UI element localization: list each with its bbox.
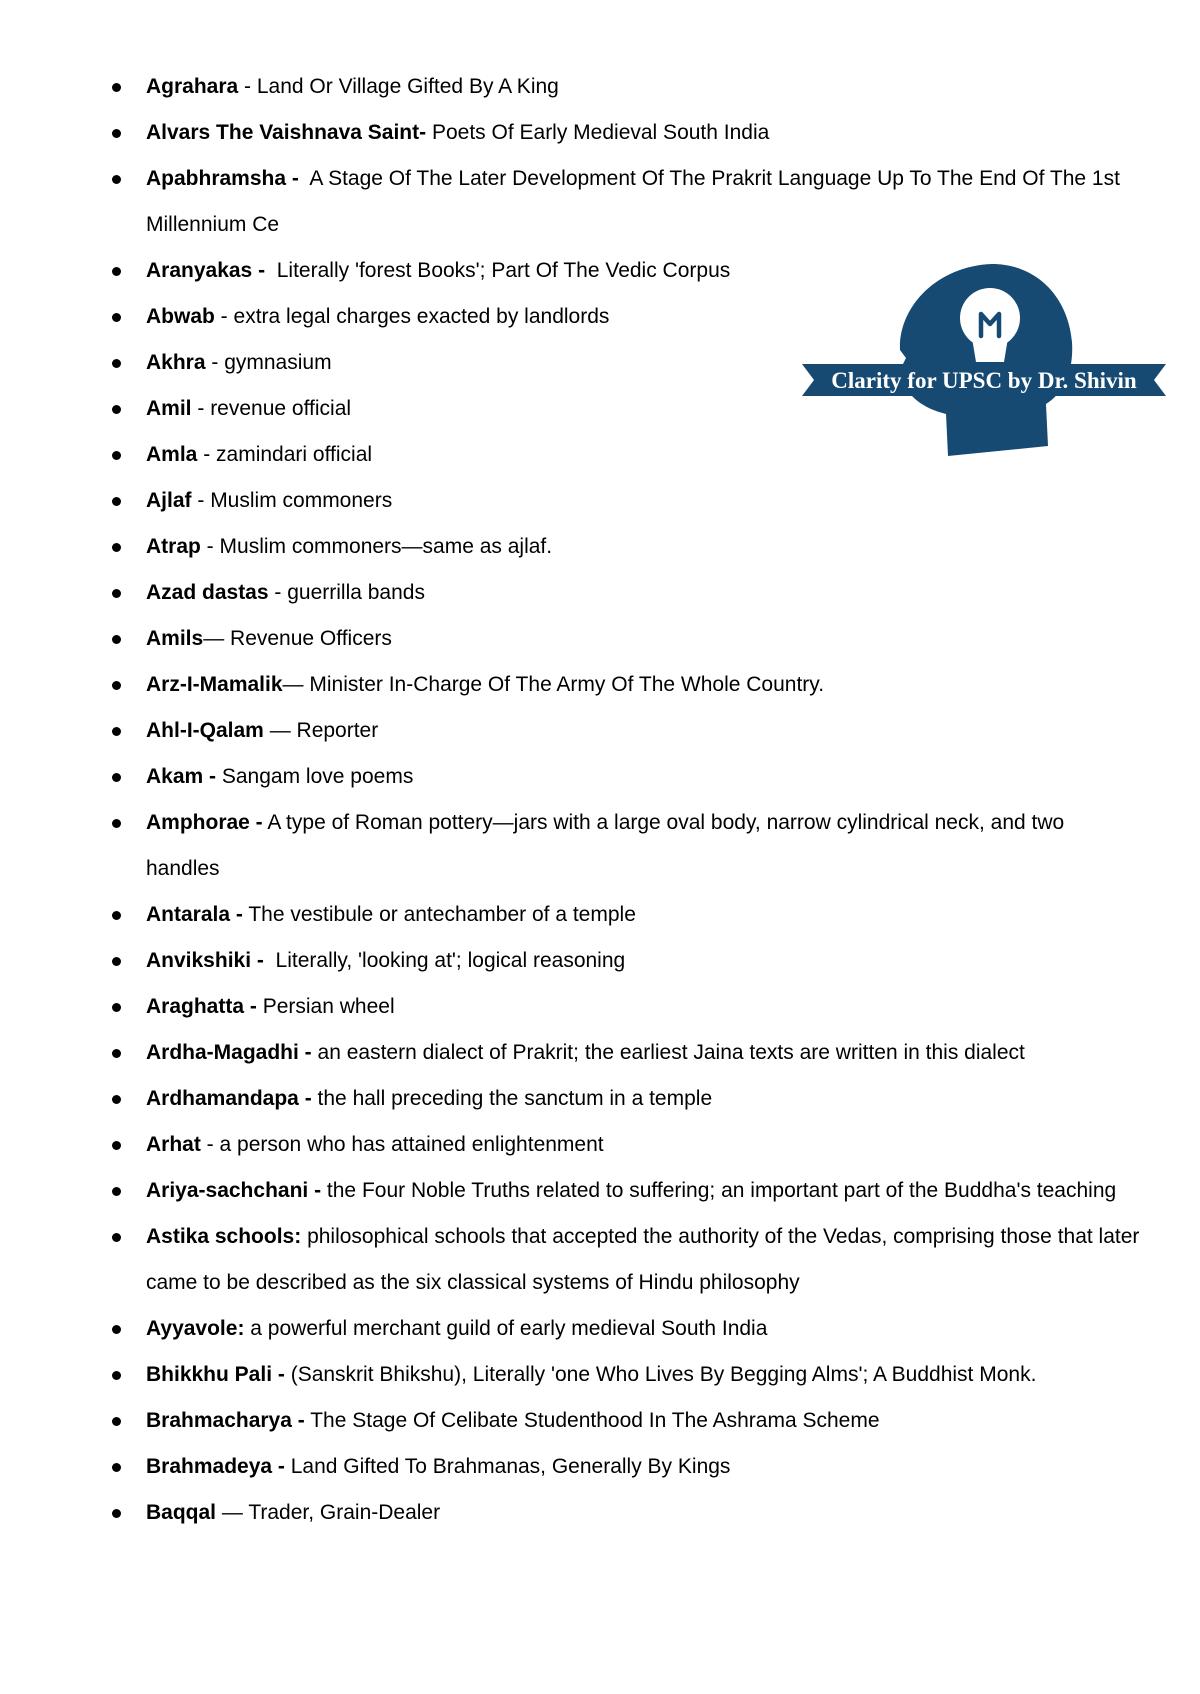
glossary-definition: Land Or Village Gifted By A King (256, 75, 559, 98)
glossary-item (110, 248, 806, 294)
bullet-icon (112, 1463, 121, 1472)
glossary-definition: guerrilla bands (287, 581, 425, 604)
glossary-item (110, 708, 1140, 754)
glossary-term: Ardhamandapa - (146, 1087, 312, 1110)
glossary-definition: Muslim commoners—same as ajlaf. (219, 535, 553, 558)
bullet-icon (112, 1049, 121, 1058)
glossary-term: Araghatta - (146, 995, 257, 1018)
glossary-definition: The vestibule or antechamber of a temple (248, 903, 636, 926)
bullet-icon (112, 773, 121, 782)
bullet-icon (112, 1417, 121, 1426)
bullet-icon (112, 359, 121, 368)
glossary-item (110, 984, 1140, 1030)
glossary-definition: an eastern dialect of Prakrit; the earliest Jaina texts are written in this dialect (317, 1041, 1025, 1064)
glossary-definition: revenue official (210, 397, 352, 420)
glossary-term: Amils (146, 627, 204, 650)
glossary-term: Amil (146, 397, 192, 420)
glossary-term: Ayyavole: (146, 1317, 245, 1340)
glossary-definition: Sangam love poems (221, 765, 414, 788)
glossary-definition: the Four Noble Truths related to suffering; an important part of the Buddha's teaching (326, 1179, 1117, 1202)
glossary-definition: Literally, 'looking at'; logical reasoning (275, 949, 626, 972)
glossary-separator: - (214, 305, 234, 328)
glossary-separator (299, 167, 310, 190)
glossary-definition: Revenue Officers (230, 627, 392, 650)
glossary-item (110, 1076, 1140, 1122)
glossary-item (110, 938, 1140, 984)
bullet-icon (112, 727, 121, 736)
glossary-term: Arhat (146, 1133, 201, 1156)
bullet-icon (112, 681, 121, 690)
bullet-icon (112, 1095, 121, 1104)
glossary-item (110, 340, 806, 386)
bullet-icon (112, 911, 121, 920)
glossary-definition: extra legal charges exacted by landlords (233, 305, 610, 328)
glossary-item (110, 1490, 1140, 1536)
bullet-icon (112, 1371, 121, 1380)
glossary-term: Arz-I-Mamalik (146, 673, 283, 696)
glossary-term: Amphorae - (146, 811, 263, 834)
glossary-separator: - (238, 75, 257, 98)
glossary-item (110, 1306, 1140, 1352)
bullet-icon (112, 1003, 121, 1012)
glossary-separator: — (203, 627, 231, 650)
glossary-term: Brahmacharya - (146, 1409, 305, 1432)
glossary-term: Brahmadeya - (146, 1455, 285, 1478)
bullet-icon (112, 129, 121, 138)
glossary-definition: Poets Of Early Medieval South India (431, 121, 770, 144)
glossary-term: Ajlaf (146, 489, 192, 512)
glossary-definition: Minister In-Charge Of The Army Of The Whole Country. (309, 673, 825, 696)
glossary-definition: A Stage Of The Later Development Of The Prakrit Language Up To The End Of The 1st Millennium Ce (146, 167, 1120, 236)
bullet-icon (112, 635, 121, 644)
glossary-item (110, 570, 1140, 616)
glossary-separator: - (191, 397, 211, 420)
glossary-term: Baqqal (146, 1501, 217, 1524)
bullet-icon (112, 83, 121, 92)
glossary-item (110, 432, 806, 478)
glossary-separator: — (216, 1501, 249, 1524)
bullet-icon (112, 1509, 121, 1518)
glossary-item (110, 156, 1140, 248)
bullet-icon (112, 451, 121, 460)
glossary-separator (265, 259, 277, 282)
glossary-separator: — (263, 719, 297, 742)
glossary-definition: The Stage Of Celibate Studenthood In The Ashrama Scheme (310, 1409, 880, 1432)
glossary-separator: - (200, 1133, 220, 1156)
glossary-separator: - (197, 443, 217, 466)
bullet-icon (112, 267, 121, 276)
glossary-item (110, 1214, 1140, 1306)
glossary-definition: Literally 'forest Books'; Part Of The Vedic Corpus (276, 259, 731, 282)
glossary-term: Antarala - (146, 903, 243, 926)
glossary-item (110, 1352, 1140, 1398)
glossary-term: Apabhramsha - (146, 167, 299, 190)
bullet-icon (112, 405, 121, 414)
bullet-icon (112, 1141, 121, 1150)
glossary-definition: A type of Roman pottery—jars with a large oval body, narrow cylindrical neck, and two handles (146, 811, 1065, 880)
glossary-separator: - (268, 581, 288, 604)
glossary-item (110, 1122, 1140, 1168)
glossary-definition: philosophical schools that accepted the authority of the Vedas, comprising those that later came to be described as the six classical systems of Hindu philosophy (146, 1225, 1140, 1294)
glossary-item (110, 662, 1140, 708)
bullet-icon (112, 957, 121, 966)
logo-text: Clarity for UPSC by Dr. Shivin (831, 368, 1137, 393)
glossary-item (110, 110, 1140, 156)
bullet-icon (112, 497, 121, 506)
glossary-item (110, 1168, 1140, 1214)
glossary-separator: - (191, 489, 211, 512)
glossary-separator: — (282, 673, 310, 696)
glossary-item (110, 892, 1140, 938)
glossary-definition: gymnasium (224, 351, 332, 374)
glossary-item (110, 64, 1140, 110)
glossary-definition: Muslim commoners (210, 489, 393, 512)
bullet-icon (112, 543, 121, 552)
glossary-item (110, 294, 806, 340)
glossary-term: Amla (146, 443, 198, 466)
glossary-term: Agrahara (146, 75, 239, 98)
glossary-term: Azad dastas (146, 581, 269, 604)
glossary-term: Alvars The Vaishnava Saint- (146, 121, 427, 144)
bullet-icon (112, 819, 121, 828)
glossary-item (110, 1444, 1140, 1490)
glossary-term: Astika schools: (146, 1225, 302, 1248)
glossary-item (110, 1398, 1140, 1444)
glossary-term: Bhikkhu Pali - (146, 1363, 285, 1386)
glossary-separator: - (205, 351, 225, 374)
glossary-item (110, 800, 1140, 892)
glossary-definition: Trader, Grain-Dealer (248, 1501, 441, 1524)
glossary-definition: (Sanskrit Bhikshu), Literally 'one Who Lives By Begging Alms'; A Buddhist Monk. (290, 1363, 1037, 1386)
glossary-definition: the hall preceding the sanctum in a temple (317, 1087, 713, 1110)
glossary-definition: Reporter (296, 719, 379, 742)
glossary-definition: Persian wheel (262, 995, 395, 1018)
glossary-item (110, 616, 1140, 662)
glossary-item (110, 478, 1140, 524)
bullet-icon (112, 1187, 121, 1196)
glossary-term: Ardha-Magadhi - (146, 1041, 312, 1064)
bullet-icon (112, 1233, 121, 1242)
glossary-separator: - (200, 535, 220, 558)
glossary-definition: Land Gifted To Brahmanas, Generally By Kings (290, 1455, 731, 1478)
glossary-term: Anvikshiki - (146, 949, 264, 972)
glossary-definition: a person who has attained enlightenment (219, 1133, 604, 1156)
glossary-item (110, 754, 1140, 800)
bullet-icon (112, 1325, 121, 1334)
glossary-item (110, 524, 1140, 570)
glossary-definition: a powerful merchant guild of early medieval South India (250, 1317, 768, 1340)
glossary-term: Atrap (146, 535, 201, 558)
glossary-separator (264, 949, 276, 972)
glossary-term: Akhra (146, 351, 206, 374)
glossary-term: Akam - (146, 765, 217, 788)
glossary-item (110, 1030, 1140, 1076)
head-with-lightbulb-icon (800, 246, 1172, 464)
glossary-term: Abwab (146, 305, 215, 328)
bullet-icon (112, 175, 121, 184)
glossary-definition: zamindari official (216, 443, 373, 466)
glossary-term: Aranyakas - (146, 259, 266, 282)
bullet-icon (112, 589, 121, 598)
glossary-term: Ariya-sachchani - (146, 1179, 322, 1202)
glossary-term: Ahl-I-Qalam (146, 719, 264, 742)
bullet-icon (112, 313, 121, 322)
glossary-item (110, 386, 806, 432)
